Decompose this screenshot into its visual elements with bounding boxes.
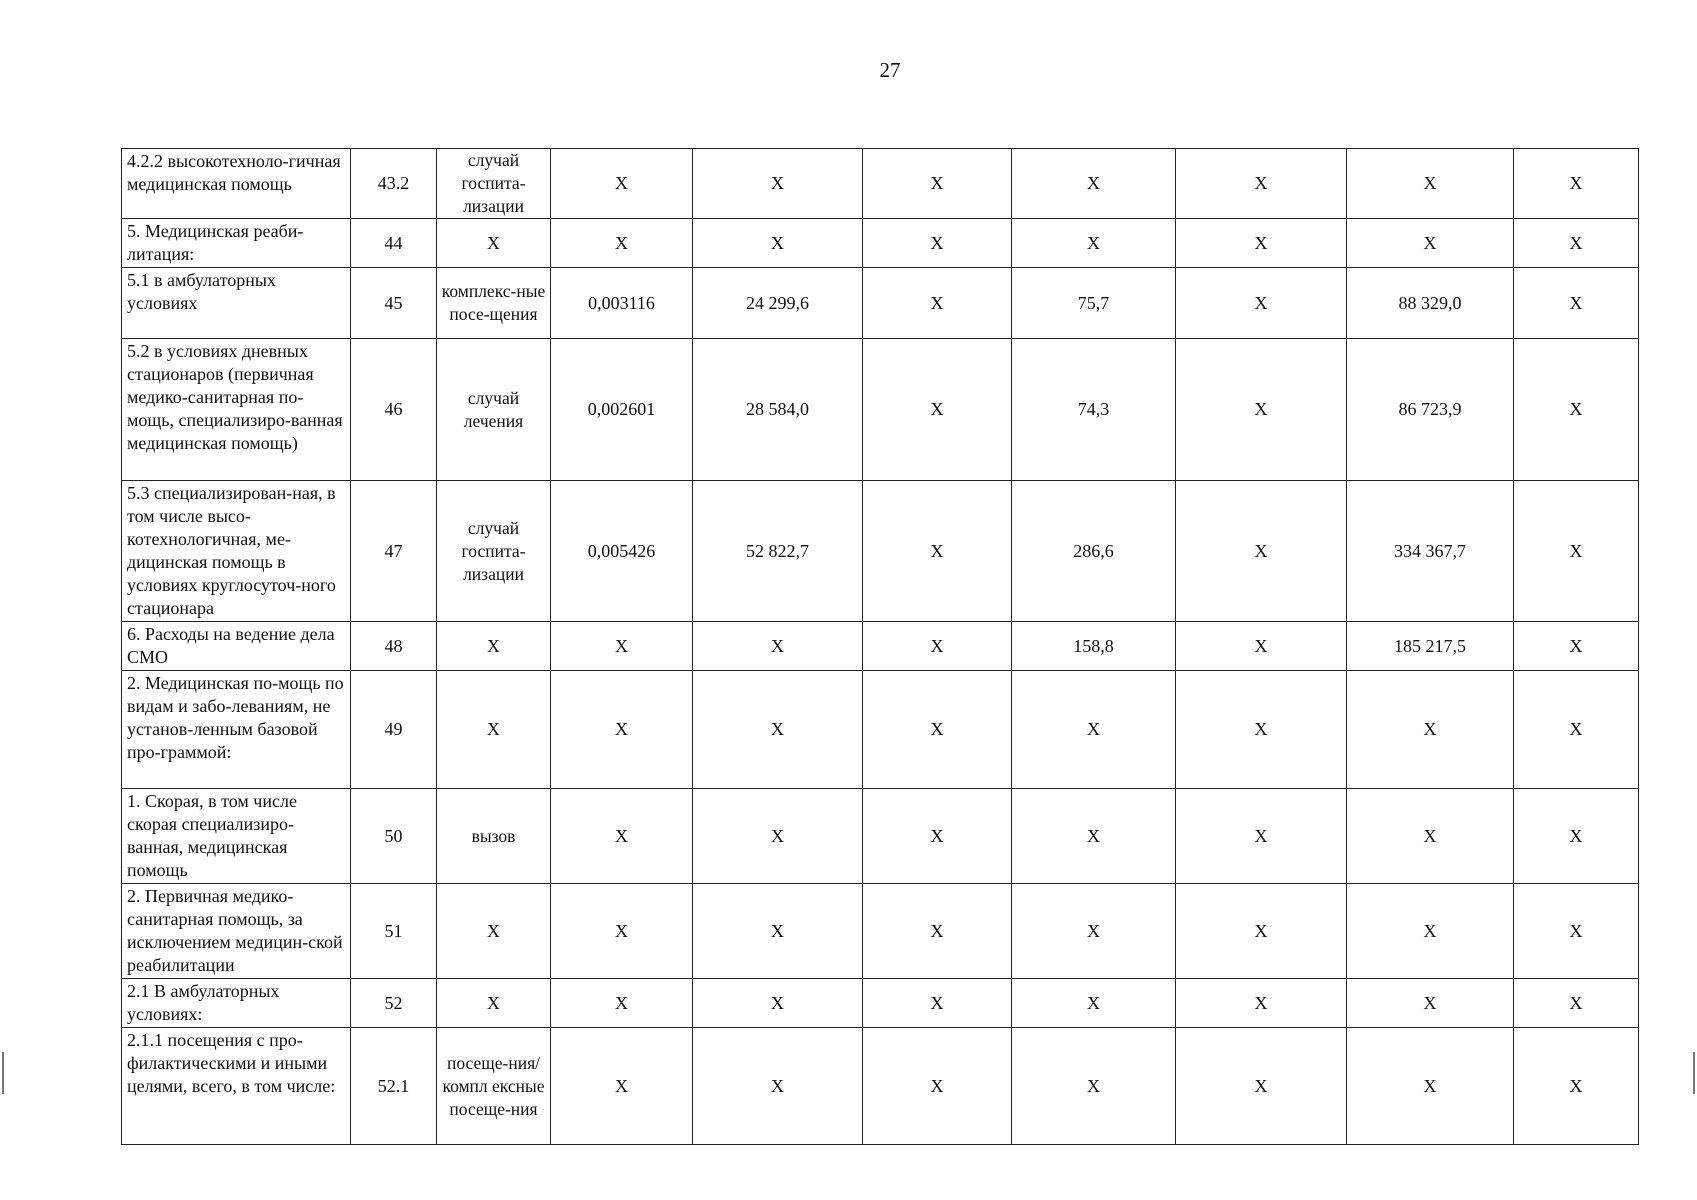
scan-mark-left bbox=[2, 1052, 4, 1094]
value-cell: X bbox=[1347, 1028, 1514, 1145]
value-cell: 24 299,6 bbox=[693, 268, 863, 339]
value-cell: X bbox=[1176, 622, 1347, 671]
unit-cell: X bbox=[437, 884, 551, 979]
value-cell: X bbox=[693, 884, 863, 979]
value-cell: X bbox=[1012, 884, 1176, 979]
value-cell: X bbox=[1347, 219, 1514, 268]
value-cell: 28 584,0 bbox=[693, 339, 863, 481]
value-cell: X bbox=[551, 979, 693, 1028]
scan-mark-right bbox=[1693, 1052, 1695, 1094]
row-name-cell: 2. Медицинская по-мощь по видам и забо-леваниям, не установ-ленным базовой про-граммой: bbox=[122, 671, 351, 789]
value-cell: X bbox=[1514, 268, 1639, 339]
row-number-cell: 47 bbox=[351, 481, 437, 622]
row-name-cell: 1. Скорая, в том числе скорая специализиро-ванная, медицинская помощь bbox=[122, 789, 351, 884]
value-cell: 0,003116 bbox=[551, 268, 693, 339]
table-body bbox=[122, 149, 1639, 1145]
value-cell: X bbox=[551, 884, 693, 979]
value-cell: X bbox=[863, 219, 1012, 268]
value-cell: X bbox=[1176, 339, 1347, 481]
value-cell: X bbox=[1012, 149, 1176, 219]
value-cell: X bbox=[863, 149, 1012, 219]
value-cell: X bbox=[1176, 671, 1347, 789]
unit-cell: комплекс-ные посе-щения bbox=[437, 268, 551, 339]
data-table bbox=[121, 148, 1639, 1145]
value-cell: X bbox=[551, 149, 693, 219]
value-cell: X bbox=[863, 339, 1012, 481]
value-cell: 52 822,7 bbox=[693, 481, 863, 622]
unit-cell: случай лечения bbox=[437, 339, 551, 481]
table-row bbox=[122, 1028, 1639, 1145]
value-cell: X bbox=[863, 789, 1012, 884]
value-cell: X bbox=[863, 622, 1012, 671]
value-cell: X bbox=[1514, 219, 1639, 268]
value-cell: X bbox=[1514, 339, 1639, 481]
row-name-cell: 5.1 в амбулаторных условиях bbox=[122, 268, 351, 339]
table-row bbox=[122, 979, 1639, 1028]
value-cell: X bbox=[1176, 268, 1347, 339]
value-cell: X bbox=[863, 268, 1012, 339]
unit-cell: случай госпита-лизации bbox=[437, 481, 551, 622]
value-cell: 0,002601 bbox=[551, 339, 693, 481]
value-cell: X bbox=[863, 979, 1012, 1028]
value-cell: X bbox=[693, 219, 863, 268]
value-cell: X bbox=[551, 789, 693, 884]
value-cell: X bbox=[1176, 789, 1347, 884]
value-cell: X bbox=[1347, 149, 1514, 219]
value-cell: 88 329,0 bbox=[1347, 268, 1514, 339]
row-number-cell: 48 bbox=[351, 622, 437, 671]
value-cell: X bbox=[1176, 979, 1347, 1028]
value-cell: X bbox=[1012, 789, 1176, 884]
value-cell: X bbox=[1012, 219, 1176, 268]
row-number-cell: 52 bbox=[351, 979, 437, 1028]
value-cell: X bbox=[693, 979, 863, 1028]
row-number-cell: 52.1 bbox=[351, 1028, 437, 1145]
value-cell: X bbox=[1176, 149, 1347, 219]
value-cell: X bbox=[551, 622, 693, 671]
unit-cell: вызов bbox=[437, 789, 551, 884]
value-cell: X bbox=[693, 789, 863, 884]
value-cell: X bbox=[693, 671, 863, 789]
row-number-cell: 46 bbox=[351, 339, 437, 481]
value-cell: 86 723,9 bbox=[1347, 339, 1514, 481]
unit-cell: X bbox=[437, 671, 551, 789]
value-cell: X bbox=[1176, 481, 1347, 622]
value-cell: X bbox=[1176, 884, 1347, 979]
value-cell: 334 367,7 bbox=[1347, 481, 1514, 622]
value-cell: X bbox=[1514, 884, 1639, 979]
row-name-cell: 6. Расходы на ведение дела СМО bbox=[122, 622, 351, 671]
value-cell: 185 217,5 bbox=[1347, 622, 1514, 671]
value-cell: X bbox=[1176, 219, 1347, 268]
value-cell: X bbox=[551, 219, 693, 268]
row-name-cell: 5.2 в условиях дневных стационаров (первичная медико-санитарная по-мощь, специализиро-ванная медицинская помощь) bbox=[122, 339, 351, 481]
unit-cell: X bbox=[437, 979, 551, 1028]
value-cell: X bbox=[1012, 671, 1176, 789]
value-cell: X bbox=[1012, 1028, 1176, 1145]
unit-cell: посеще-ния/компл ексные посеще-ния bbox=[437, 1028, 551, 1145]
value-cell: X bbox=[1176, 1028, 1347, 1145]
value-cell: 158,8 bbox=[1012, 622, 1176, 671]
unit-cell: случай госпита-лизации bbox=[437, 149, 551, 219]
value-cell: X bbox=[1514, 671, 1639, 789]
value-cell: X bbox=[1514, 979, 1639, 1028]
row-number-cell: 43.2 bbox=[351, 149, 437, 219]
value-cell: X bbox=[693, 622, 863, 671]
table-row bbox=[122, 219, 1639, 268]
value-cell: X bbox=[1514, 622, 1639, 671]
table-row bbox=[122, 481, 1639, 622]
value-cell: X bbox=[863, 1028, 1012, 1145]
value-cell: 75,7 bbox=[1012, 268, 1176, 339]
value-cell: X bbox=[1347, 979, 1514, 1028]
value-cell: X bbox=[693, 149, 863, 219]
value-cell: 74,3 bbox=[1012, 339, 1176, 481]
value-cell: X bbox=[1347, 884, 1514, 979]
value-cell: X bbox=[1514, 1028, 1639, 1145]
value-cell: X bbox=[1347, 671, 1514, 789]
row-name-cell: 5. Медицинская реаби-литация: bbox=[122, 219, 351, 268]
row-name-cell: 2.1.1 посещения с про-филактическими и иными целями, всего, в том числе: bbox=[122, 1028, 351, 1145]
table-row bbox=[122, 339, 1639, 481]
value-cell: X bbox=[693, 1028, 863, 1145]
table-row bbox=[122, 149, 1639, 219]
row-name-cell: 4.2.2 высокотехноло-гичная медицинская помощь bbox=[122, 149, 351, 219]
value-cell: X bbox=[551, 671, 693, 789]
row-number-cell: 44 bbox=[351, 219, 437, 268]
value-cell: X bbox=[551, 1028, 693, 1145]
row-name-cell: 5.3 специализирован-ная, в том числе высо-котехнологичная, ме-дицинская помощь в условиях круглосуточ-ного стационара bbox=[122, 481, 351, 622]
value-cell: X bbox=[863, 671, 1012, 789]
value-cell: X bbox=[1514, 149, 1639, 219]
row-number-cell: 45 bbox=[351, 268, 437, 339]
table-row bbox=[122, 789, 1639, 884]
value-cell: X bbox=[1514, 481, 1639, 622]
value-cell: 0,005426 bbox=[551, 481, 693, 622]
table-row bbox=[122, 622, 1639, 671]
table-row bbox=[122, 268, 1639, 339]
value-cell: X bbox=[863, 481, 1012, 622]
value-cell: X bbox=[1514, 789, 1639, 884]
value-cell: X bbox=[863, 884, 1012, 979]
unit-cell: X bbox=[437, 622, 551, 671]
row-name-cell: 2. Первичная медико-санитарная помощь, за исключением медицин-ской реабилитации bbox=[122, 884, 351, 979]
table-row bbox=[122, 884, 1639, 979]
unit-cell: X bbox=[437, 219, 551, 268]
value-cell: X bbox=[1347, 789, 1514, 884]
table-row bbox=[122, 671, 1639, 789]
value-cell: 286,6 bbox=[1012, 481, 1176, 622]
row-number-cell: 51 bbox=[351, 884, 437, 979]
row-name-cell: 2.1 В амбулаторных условиях: bbox=[122, 979, 351, 1028]
page-number: 27 bbox=[879, 58, 901, 82]
row-number-cell: 50 bbox=[351, 789, 437, 884]
value-cell: X bbox=[1012, 979, 1176, 1028]
row-number-cell: 49 bbox=[351, 671, 437, 789]
